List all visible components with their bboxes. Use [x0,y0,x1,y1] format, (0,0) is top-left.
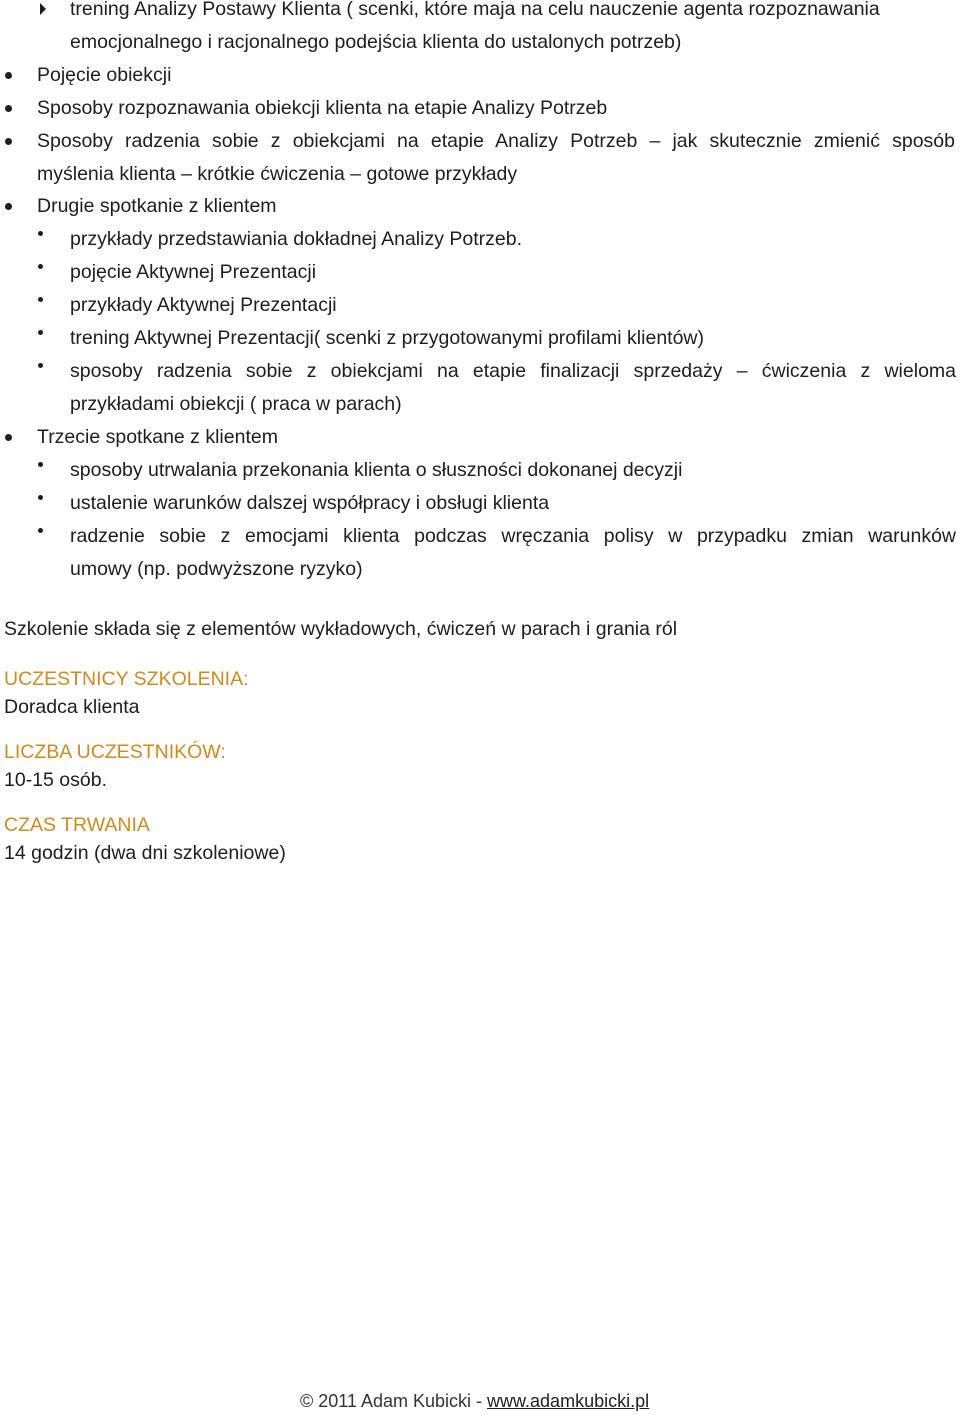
count-value: 10-15 osób. [4,769,107,791]
count-heading: LICZBA UCZESTNIKÓW: [4,741,226,763]
sub-item: ustalenie warunków dalszej współpracy i obsługi klienta [70,492,550,514]
duration-heading: CZAS TRWANIA [4,814,150,836]
list-item-third-meeting: Trzecie spotkane z klientem [37,426,278,448]
list-item-handling-line1: Sposoby radzenia sobie z obiekcjami na etapie Analizy Potrzeb – jak skutecznie zmienić sposób [37,130,955,152]
arrow-item-line1: trening Analizy Postawy Klienta ( scenki, które maja na celu nauczenie agenta rozpoznawania [70,0,880,20]
sub-item: przykłady przedstawiania dokładnej Analizy Potrzeb. [70,228,522,250]
bullet-icon [5,72,12,79]
arrow-bullet-icon [40,3,46,15]
sub-bullet-icon [38,264,43,269]
sub-bullet-icon [38,363,43,368]
participants-value: Doradca klienta [4,696,140,718]
bullet-icon [5,203,12,210]
sub-item-line2: umowy (np. podwyższone ryzyko) [70,558,363,580]
copyright-text: © 2011 Adam Kubicki - [300,1391,488,1411]
sub-bullet-icon [38,528,43,533]
sub-bullet-icon [38,330,43,335]
sub-item: pojęcie Aktywnej Prezentacji [70,261,317,283]
list-item-second-meeting: Drugie spotkanie z klientem [37,195,277,217]
sub-item: przykłady Aktywnej Prezentacji [70,294,337,316]
sub-item-line1: sposoby radzenia sobie z obiekcjami na etapie finalizacji sprzedaży – ćwiczenia z wieloma [70,360,956,382]
duration-value: 14 godzin (dwa dni szkoleniowe) [4,842,286,864]
list-item-handling-line2: myślenia klienta – krótkie ćwiczenia – gotowe przykłady [37,163,518,185]
arrow-item-line2: emocjonalnego i racjonalnego podejścia klienta do ustalonych potrzeb) [70,31,682,53]
sub-item: trening Aktywnej Prezentacji( scenki z przygotowanymi profilami klientów) [70,327,704,349]
sub-bullet-icon [38,462,43,467]
sub-item-line1: radzenie sobie z emocjami klienta podczas wręczania polisy w przypadku zmian warunków [70,525,956,547]
sub-item-line2: przykładami obiekcji ( praca w parach) [70,393,402,415]
bullet-icon [5,105,12,112]
participants-heading: UCZESTNICY SZKOLENIA: [4,668,249,690]
summary-text: Szkolenie składa się z elementów wykładowych, ćwiczeń w parach i grania ról [4,618,678,640]
list-item-recognition: Sposoby rozpoznawania obiekcji klienta na etapie Analizy Potrzeb [37,97,608,119]
sub-bullet-icon [38,495,43,500]
list-item-objection: Pojęcie obiekcji [37,64,172,86]
sub-bullet-icon [38,231,43,236]
sub-bullet-icon [38,297,43,302]
bullet-icon [5,138,12,145]
bullet-icon [5,434,12,441]
website-link[interactable]: www.adamkubicki.pl [487,1391,650,1411]
sub-item: sposoby utrwalania przekonania klienta o słuszności dokonanej decyzji [70,459,683,481]
footer [300,1389,649,1413]
